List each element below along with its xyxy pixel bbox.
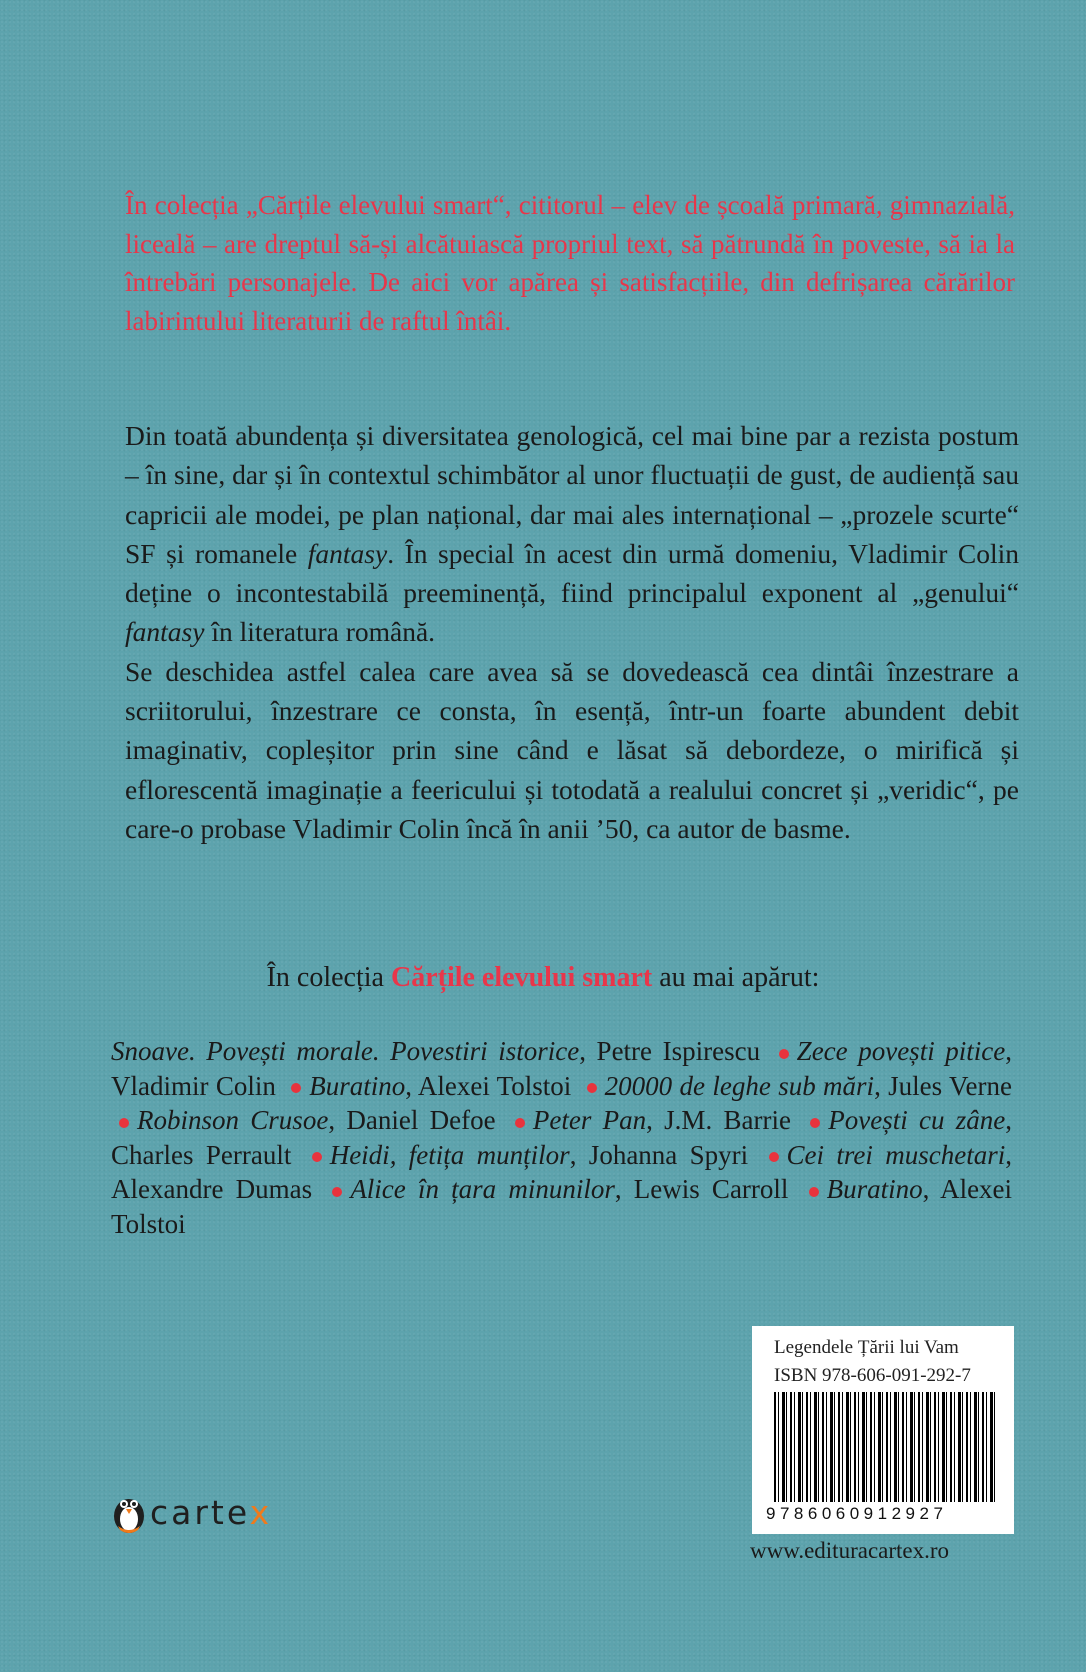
- logo-wordmark: cartex: [150, 1492, 273, 1532]
- collection-heading: În colecția Cărțile elevului smart au mai apărut:: [266, 962, 820, 993]
- book-author: , Petre Ispirescu: [579, 1036, 761, 1066]
- bullet-icon: [312, 1152, 322, 1162]
- book-author: , Jules Verne: [874, 1070, 1012, 1101]
- bullet-icon: [291, 1083, 301, 1093]
- book-title: Cei trei muschetari: [786, 1139, 1006, 1170]
- book-author: , Vladimir Colin: [111, 1036, 1012, 1101]
- book-author: , J.M. Barrie: [646, 1105, 791, 1135]
- bullet-icon: [515, 1118, 525, 1128]
- book-title: Robinson Crusoe: [137, 1105, 329, 1135]
- bullet-icon: [769, 1152, 779, 1162]
- book-author: , Lewis Carroll: [614, 1174, 789, 1204]
- book-title: Heidi, fetița munților: [329, 1139, 570, 1170]
- book-title: Alice în țara minunilor: [350, 1174, 615, 1204]
- isbn-number: ISBN 978-606-091-292-7: [774, 1365, 971, 1386]
- bullet-icon: [587, 1083, 597, 1093]
- book-title: Zece povești pitice: [796, 1036, 1006, 1066]
- description-paragraph-2: Se deschidea astfel calea care avea să se dovedească cea dintâi înzestrare a scriitorului, înzestrare ce consta, în esență, într-un foarte abundent debit imaginativ, copleșitor prin sine când e lăsat să debordeze, o mirifică și eflorescentă imaginație a feericului și totodată a realului concret și „veridic“, pe care-o probase Vladimir Colin încă în anii ’50, ca autor de basme.: [125, 655, 1019, 844]
- book-author: , Daniel Defoe: [328, 1105, 496, 1135]
- barcode: [774, 1392, 998, 1502]
- book-list-item: [350, 1174, 788, 1204]
- book-author: , Johanna Spyri: [569, 1139, 749, 1170]
- book-author: , Charles Perrault: [111, 1105, 1013, 1170]
- book-title: Peter Pan: [532, 1105, 647, 1135]
- bullet-icon: [779, 1049, 789, 1059]
- isbn-box: [752, 1326, 1014, 1534]
- intro-paragraph: În colecția „Cărțile elevului smart“, cititorul – elev de școală primară, gimnazială, liceală – are dreptul să-și alcătuiască propriul text, să pătrundă în poveste, să ia la întrebări personajele. De aici vor apărea și satisfacțiile, din defrișarea cărărilor labirintului literaturii de raftul întâi.: [125, 190, 1015, 336]
- book-title: Buratino: [826, 1174, 923, 1204]
- bullet-icon: [119, 1118, 129, 1128]
- bullet-icon: [810, 1118, 820, 1128]
- book-list-item: [137, 1105, 496, 1135]
- collection-name: Cărțile elevului smart: [390, 962, 653, 993]
- book-list-item: [309, 1071, 571, 1101]
- book-title: Povești cu zâne: [828, 1105, 1006, 1135]
- book-title: Buratino: [309, 1070, 406, 1101]
- book-list: [111, 1034, 1012, 1241]
- description-text: [125, 416, 1019, 848]
- book-title: 20000 de leghe sub mări: [604, 1070, 875, 1101]
- publisher-logo: [112, 1490, 272, 1534]
- penguin-icon: [112, 1490, 146, 1534]
- website-link[interactable]: www.edituracartex.ro: [750, 1538, 950, 1563]
- book-author: , Alexei Tolstoi: [405, 1070, 572, 1101]
- book-list-item: [111, 1036, 760, 1066]
- book-title: Snoave. Povești morale. Povestiri istorice: [111, 1036, 580, 1066]
- description-paragraph-1: Din toată abundența și diversitatea genologică, cel mai bine par a rezista postum – în sine, dar și în contextul schimbător al unor fluctuații de gust, de audiență sau capricii ale modei, pe plan național, dar mai ales internațional – „prozele scurte“ SF și romanele fantasy. În special în acest din urmă domeniu, Vladimir Colin deține o incontestabilă preeminență, fiind principalul exponent al „genului“ fantasy în literatura română.: [125, 420, 1019, 648]
- book-list-item: [533, 1105, 791, 1135]
- book-author: , Alexei Tolstoi: [111, 1174, 1013, 1239]
- book-list-item: [330, 1140, 748, 1170]
- bullet-icon: [809, 1187, 819, 1197]
- barcode-digits: 9786060912927: [766, 1504, 948, 1523]
- book-author: , Alexandre Dumas: [111, 1139, 1013, 1204]
- isbn-book-title: Legendele Țării lui Vam: [774, 1337, 959, 1358]
- bullet-icon: [332, 1187, 342, 1197]
- book-list-item: [605, 1071, 1012, 1101]
